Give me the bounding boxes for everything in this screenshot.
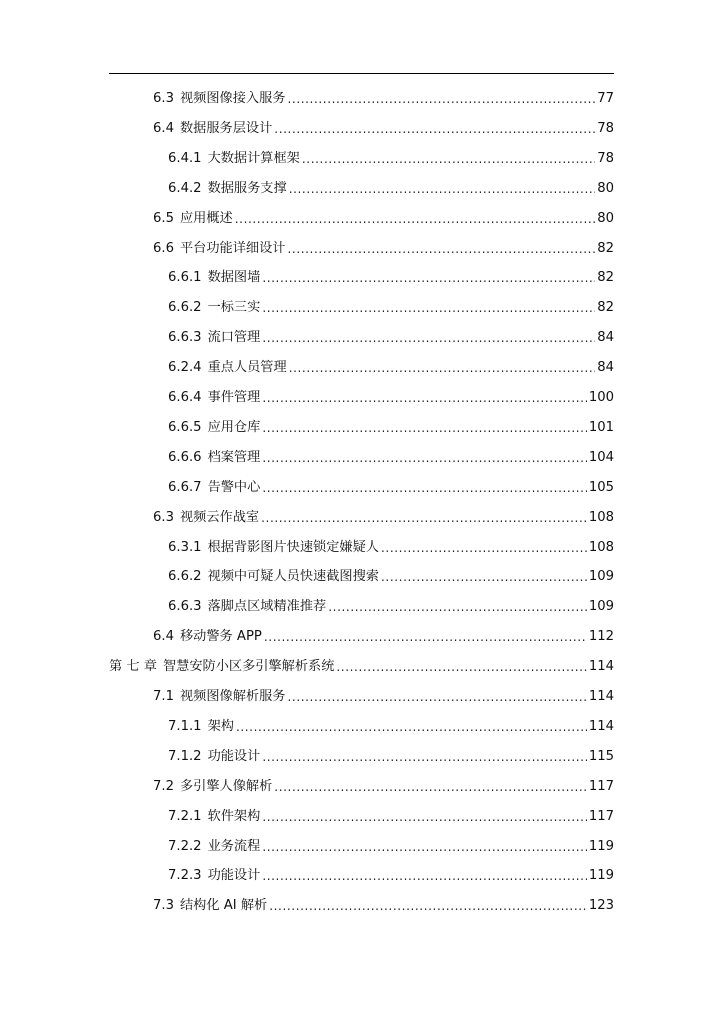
toc-entry-number: 6.6.3 [168, 599, 202, 614]
toc-entry[interactable] [153, 686, 614, 708]
toc-entry-number: 6.3 [153, 510, 174, 525]
toc-entry-page: 109 [588, 569, 614, 584]
toc-entry-title: 数据服务支撑 [207, 181, 287, 196]
toc-dot-leader [262, 297, 595, 319]
toc-entry-number: 6.6.1 [168, 270, 202, 285]
toc-entry-page: 100 [588, 390, 614, 405]
toc-entry-number: 7.1 [153, 689, 174, 704]
toc-entry-page: 123 [588, 898, 614, 913]
toc-entry[interactable] [168, 865, 614, 887]
toc-dot-leader [381, 566, 587, 588]
toc-entry[interactable] [153, 118, 614, 140]
toc-entry-page: 80 [597, 181, 614, 196]
toc-entry-page: 78 [597, 151, 614, 166]
toc-entry-title: 软件架构 [207, 809, 261, 824]
toc-entry-title: 档案管理 [207, 450, 261, 465]
toc-entry-number: 7.3 [153, 898, 174, 913]
toc-entry-page: 117 [588, 779, 614, 794]
toc-dot-leader [261, 507, 587, 529]
toc-entry[interactable] [153, 626, 614, 648]
toc-entry-number: 7.1.1 [168, 719, 202, 734]
toc-entry-page: 112 [588, 629, 614, 644]
toc-entry-page: 104 [588, 450, 614, 465]
toc-entry-title: 视频图像解析服务 [179, 689, 286, 704]
toc-entry[interactable] [168, 297, 614, 319]
toc-dot-leader [262, 417, 587, 439]
toc-entry-page: 84 [597, 330, 614, 345]
toc-entry-page: 119 [588, 839, 614, 854]
toc-entry-title: 多引擎人像解析 [179, 779, 273, 794]
toc-dot-leader [262, 327, 595, 349]
toc-entry-page: 101 [588, 420, 614, 435]
toc-entry-number: 6.4.1 [168, 151, 202, 166]
toc-entry[interactable] [153, 238, 614, 260]
toc-entry[interactable] [168, 746, 614, 768]
toc-dot-leader [264, 626, 587, 648]
toc-entry-title: 架构 [207, 719, 234, 734]
toc-entry[interactable] [168, 357, 614, 379]
toc-entry-page: 82 [597, 270, 614, 285]
toc-entry[interactable] [153, 507, 614, 529]
toc-entry[interactable] [153, 88, 614, 110]
toc-entry-page: 114 [588, 719, 614, 734]
toc-entry[interactable] [168, 716, 614, 738]
toc-entry-number: 7.2.3 [168, 868, 202, 883]
toc-entry-number: 7.2 [153, 779, 174, 794]
toc-entry-number: 6.3.1 [168, 540, 202, 555]
toc-entry-title: 业务流程 [207, 839, 261, 854]
toc-entry[interactable] [109, 656, 614, 678]
toc-dot-leader [289, 357, 596, 379]
toc-entry-number: 6.6.5 [168, 420, 202, 435]
toc-entry-number: 6.6.6 [168, 450, 202, 465]
toc-dot-leader [287, 686, 586, 708]
toc-dot-leader [262, 806, 587, 828]
toc-entry-number: 7.2.2 [168, 839, 202, 854]
toc-dot-leader [287, 238, 595, 260]
toc-entry-number: 6.6.4 [168, 390, 202, 405]
toc-entry-number: 6.6 [153, 241, 174, 256]
toc-entry-page: 119 [588, 868, 614, 883]
toc-dot-leader [336, 656, 586, 678]
toc-entry-title: 事件管理 [207, 390, 261, 405]
toc-entry[interactable] [168, 806, 614, 828]
toc-entry-title: 一标三实 [207, 300, 261, 315]
toc-entry-number: 7.1.2 [168, 749, 202, 764]
toc-entry-page: 108 [588, 510, 614, 525]
toc-entry-title: 结构化 AI 解析 [179, 898, 268, 913]
toc-entry[interactable] [168, 537, 614, 559]
toc-entry-page: 114 [588, 689, 614, 704]
toc-entry-title: 智慧安防小区多引擎解析系统 [162, 659, 335, 674]
toc-entry-number: 6.6.7 [168, 480, 202, 495]
toc-dot-leader [328, 596, 587, 618]
toc-entry-page: 117 [588, 809, 614, 824]
toc-dot-leader [262, 477, 587, 499]
toc-dot-leader [262, 836, 587, 858]
toc-entry-title: 视频云作战室 [179, 510, 260, 525]
toc-entry-title: 应用仓库 [207, 420, 261, 435]
toc-entry-title: 功能设计 [207, 868, 261, 883]
toc-entry-page: 108 [588, 540, 614, 555]
toc-entry-title: 视频中可疑人员快速截图搜索 [207, 569, 379, 584]
toc-dot-leader [289, 178, 596, 200]
toc-entry-title: 落脚点区域精准推荐 [207, 599, 327, 614]
toc-entry-page: 82 [597, 300, 614, 315]
toc-dot-leader [269, 895, 587, 917]
toc-entry-title: 功能设计 [207, 749, 261, 764]
header-rule [109, 73, 614, 74]
toc-dot-leader [262, 865, 587, 887]
toc-entry[interactable] [153, 776, 614, 798]
toc-entry[interactable] [168, 327, 614, 349]
toc-entry-number: 6.4.2 [168, 181, 202, 196]
toc-entry[interactable] [168, 566, 614, 588]
toc-entry-number: 6.2.4 [168, 360, 202, 375]
toc-entry-number: 6.3 [153, 91, 174, 106]
toc-entry-title: 应用概述 [179, 211, 233, 226]
toc-entry-title: 大数据计算框架 [207, 151, 300, 166]
toc-entry-number: 6.4 [153, 121, 174, 136]
toc-entry[interactable] [168, 477, 614, 499]
toc-entry-title: 流口管理 [207, 330, 261, 345]
toc-entry-page: 114 [588, 659, 614, 674]
toc-entry-number: 第 七 章 [109, 659, 157, 674]
toc-entry-title: 视频图像接入服务 [179, 91, 286, 106]
toc-dot-leader [262, 267, 595, 289]
toc-dot-leader [274, 118, 595, 140]
toc-entry[interactable] [168, 148, 614, 170]
toc-entry-page: 80 [597, 211, 614, 226]
toc-dot-leader [381, 537, 587, 559]
toc-entry[interactable] [168, 178, 614, 200]
toc-dot-leader [287, 88, 595, 110]
toc-entry-title: 平台功能详细设计 [179, 241, 286, 256]
toc-entry-number: 6.6.3 [168, 330, 202, 345]
toc-entry[interactable] [168, 267, 614, 289]
toc-entry[interactable] [168, 387, 614, 409]
toc-entry-title: 移动警务 APP [179, 629, 262, 644]
toc-entry-page: 109 [588, 599, 614, 614]
toc-entry-page: 77 [597, 91, 614, 106]
toc-entry-number: 6.6.2 [168, 300, 202, 315]
toc-entry[interactable] [168, 417, 614, 439]
toc-entry-title: 重点人员管理 [207, 360, 287, 375]
toc-entry-title: 根据背影图片快速锁定嫌疑人 [207, 540, 379, 555]
toc-entry-page: 82 [597, 241, 614, 256]
toc-entry-number: 7.2.1 [168, 809, 202, 824]
toc-dot-leader [235, 208, 595, 230]
toc-entry-number: 6.5 [153, 211, 174, 226]
toc-dot-leader [274, 776, 587, 798]
toc-entry[interactable] [168, 836, 614, 858]
toc-entry-page: 84 [597, 360, 614, 375]
toc-entry-page: 115 [588, 749, 614, 764]
toc-entry-title: 数据图墙 [207, 270, 261, 285]
toc-dot-leader [262, 447, 587, 469]
toc-entry[interactable] [168, 447, 614, 469]
toc-entry-title: 告警中心 [207, 480, 261, 495]
toc-dot-leader [262, 387, 587, 409]
toc-entry[interactable] [153, 895, 614, 917]
toc-entry[interactable] [168, 596, 614, 618]
toc-entry[interactable] [153, 208, 614, 230]
toc-entry-number: 6.6.2 [168, 569, 202, 584]
toc-dot-leader [262, 746, 587, 768]
toc-entry-page: 78 [597, 121, 614, 136]
toc-dot-leader [236, 716, 587, 738]
toc-entry-title: 数据服务层设计 [179, 121, 273, 136]
toc-entry-page: 105 [588, 480, 614, 495]
toc-dot-leader [302, 148, 595, 170]
toc-entry-number: 6.4 [153, 629, 174, 644]
